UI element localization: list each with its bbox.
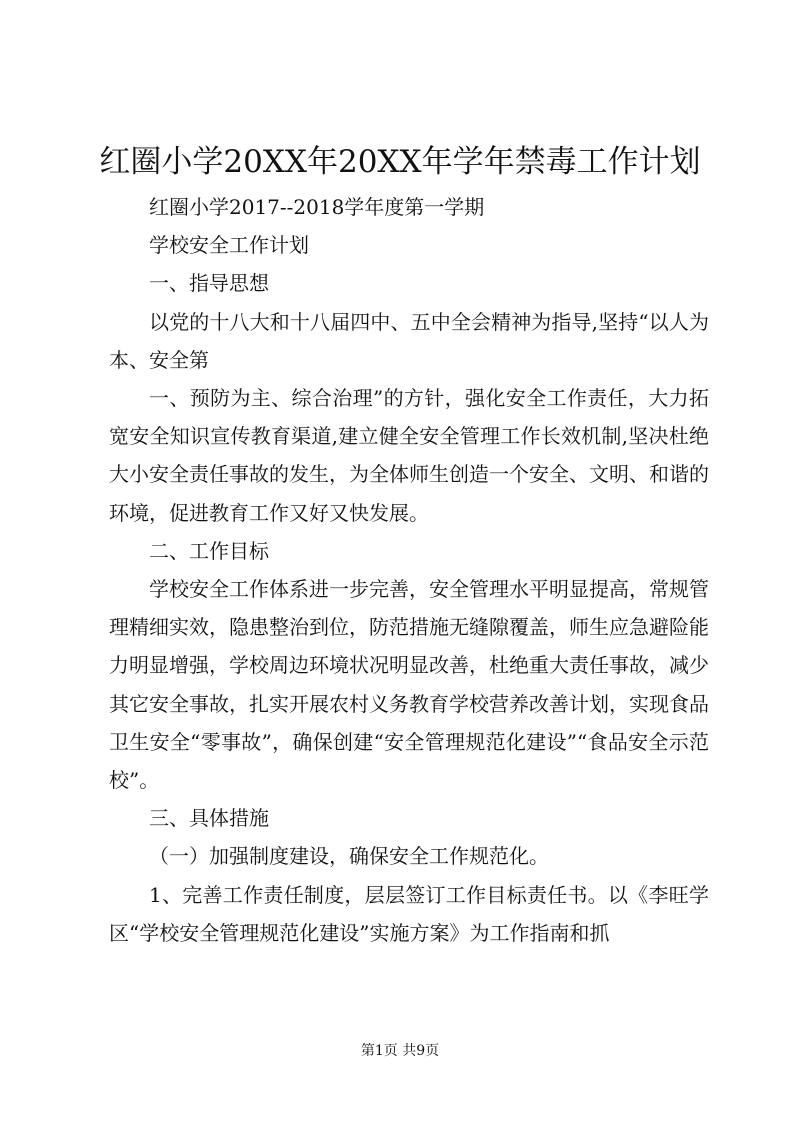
- paragraph-work-goals: 学校安全工作体系进一步完善，安全管理水平明显提高，常规管理精细实效，隐患整治到位，防范措施无缝隙覆盖，师生应急避险能力明显增强，学校周边环境状况明显改善，杜绝重大责任事故，减少其它安全事故，扎实开展农村义务教育学校营养改善计划，实现食品卫生安全“零事故”，确保创建“安全管理规范化建设”“食品安全示范校”。: [109, 577, 709, 793]
- subsection-heading-system-building: （一）加强制度建设，确保安全工作规范化。: [149, 844, 549, 869]
- paragraph-school-term: 红圈小学2017--2018学年度第一学期: [149, 195, 485, 219]
- paragraph-responsibility-system: 1、完善工作责任制度，层层签订工作目标责任书。以《李旺学区“学校安全管理规范化建设”实施方案》为工作指南和抓: [109, 882, 709, 945]
- section-heading-guiding-ideology: 一、指导思想: [149, 271, 269, 296]
- document-title: 红圈小学20XX年20XX年学年禁毒工作计划: [99, 144, 701, 180]
- section-heading-measures: 三、具体措施: [149, 806, 269, 831]
- paragraph-plan-name: 学校安全工作计划: [149, 233, 309, 258]
- document-body: [109, 188, 709, 952]
- paragraph-guiding-ideology: 以党的十八大和十八届四中、五中全会精神为指导,坚持“以人为本、安全第: [109, 309, 709, 372]
- section-heading-work-goals: 二、工作目标: [149, 538, 269, 563]
- page-number-footer: 第1页 共9页: [360, 1043, 440, 1059]
- paragraph-policy: 一、预防为主、综合治理”的方针，强化安全工作责任，大力拓宽安全知识宣传教育渠道,建立健全安全管理工作长效机制,坚决杜绝大小安全责任事故的发生，为全体师生创造一个安全、文明、和谐的环境，促进教育工作又好又快发展。: [109, 386, 709, 525]
